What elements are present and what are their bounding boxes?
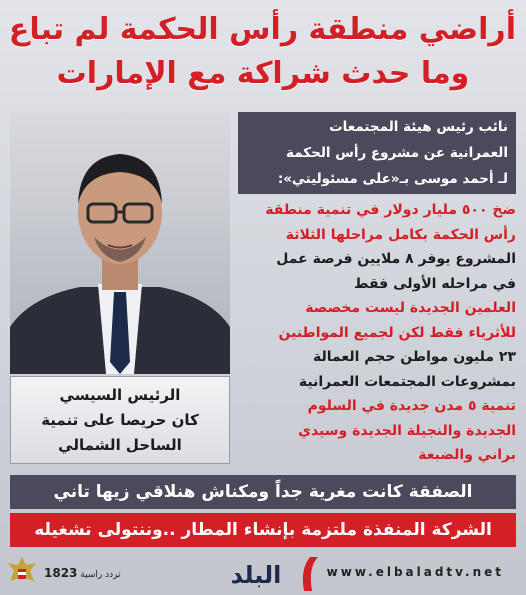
frequency-info (44, 566, 121, 580)
statement-line: الجديدة والنجيلة الجديدة وسيدي (298, 422, 516, 439)
statement-list (236, 198, 516, 468)
statement-line: براني والضبعة (418, 447, 516, 463)
statement-line: العلمين الجديدة ليست مخصصة (305, 300, 516, 316)
statement-line: للأثرياء فقط لكن لجميع المواطنين (278, 324, 516, 341)
frequency-value: 1823 (44, 566, 78, 580)
statement-line: بمشروعات المجتمعات العمرانية (298, 373, 516, 390)
statement-line: تنمية ٥ مدن جديدة في السلوم (307, 398, 516, 414)
statement-line: ضخ ٥٠٠ مليار دولار في تنمية منطقة (265, 202, 516, 218)
footer (0, 551, 526, 595)
caption-line-2: كان حريصا على تنمية (41, 411, 199, 429)
caption-line-3: الساحل الشمالي (58, 436, 182, 454)
website-url[interactable]: www.elbaladtv.net (326, 565, 504, 579)
frequency-label: تردد راسية (80, 570, 121, 580)
intro-box (238, 112, 516, 194)
quote-banner-dark: الصفقة كانت مغرية جداً ومكناش هنلاقي زيها تاني (10, 475, 516, 509)
headline-line-1: أراضي منطقة رأس الحكمة لم تباع (8, 12, 516, 47)
statement-line: المشروع يوفر ٨ ملايين فرصة عمل (276, 251, 516, 267)
intro-line-2: العمرانية عن مشروع رأس الحكمة (286, 145, 508, 161)
quote-banner-red: الشركة المنفذة ملتزمة بإنشاء المطار ..وننتولى تشغيله (10, 513, 516, 547)
speaker-portrait-icon (10, 112, 230, 374)
intro-line-1: نائب رئيس هيئة المجتمعات (329, 119, 508, 135)
caption-line-1: الرئيس السيسي (59, 386, 181, 404)
statement-line: ٢٣ مليون مواطن حجم العمالة (313, 349, 516, 365)
headline (10, 8, 516, 108)
headline-line-2: وما حدث شراكة مع الإمارات (56, 56, 470, 91)
statement-line: رأس الحكمة بكامل مراحلها الثلاثة (285, 226, 516, 243)
logo-text: البلد (230, 561, 282, 589)
elbalad-logo (200, 553, 330, 593)
eagle-crest-icon (6, 555, 38, 589)
speaker-caption (10, 376, 230, 464)
speaker-photo (10, 112, 230, 374)
intro-line-3: لـ أحمد موسى بـ«على مسئوليتي»: (277, 171, 508, 187)
statement-line: في مراحله الأولى فقط (353, 275, 516, 292)
